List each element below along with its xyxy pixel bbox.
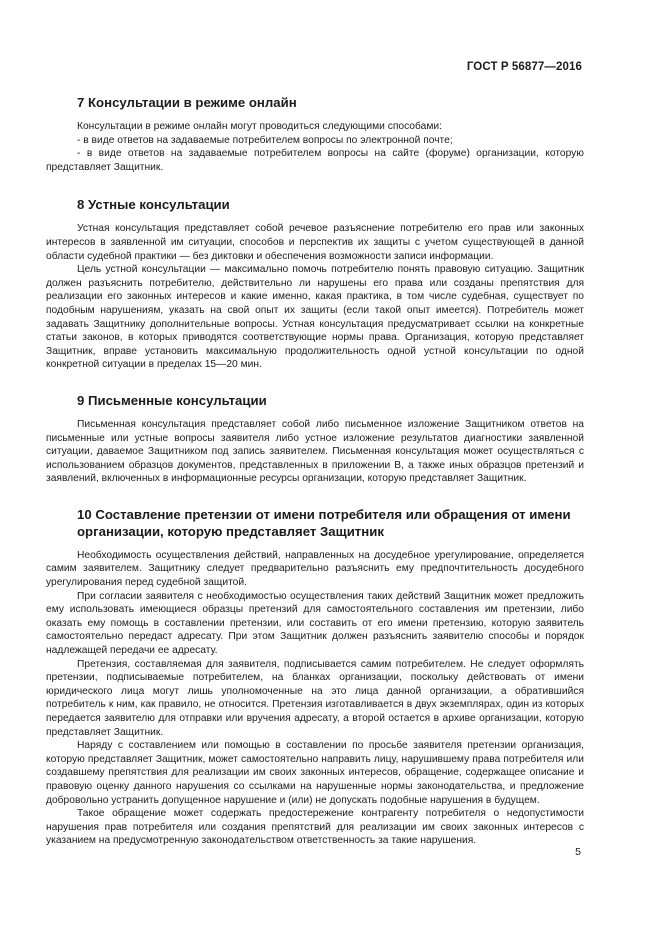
paragraph: Наряду с составлением или помощью в составлении по просьбе заявителя претензии организация, которую представляет Защитник, может самостоятельно направить лицу, нарушившему права потребителя или создавшему препятствия для реализации им своих законных интересов, обращение, содержащее описание и правовую оценку данного нарушения со ссылками на нарушенные нормы законодательства, и предложение добровольно устранить допущенное нарушение и (или) не допускать подобные нарушения в будущем.	[46, 740, 584, 806]
section-title: 10 Составление претензии от имени потребителя или обращения от имени организации, которую представляет Защитник	[77, 506, 571, 539]
paragraph: Письменная консультация представляет собой либо письменное изложение Защитником ответов на письменные или устные вопросы заявителя либо устное изложение результатов диагностики заявленной ситуации, даваемое Защитником под запись заявителем. Письменная консультация может осуществляться с использованием образцов документов, представленных в приложении В, а также иных образцов претензий и заявлений, включенных в информационные ресурсы организации, которую представляет Защитник.	[46, 418, 584, 485]
document-body	[46, 88, 584, 865]
section-title: 9 Письменные консультации	[77, 392, 267, 408]
paragraph: Необходимость осуществления действий, направленных на досудебное урегулирование, определяется самим заявителем. Защитнику следует предварительно разъяснить ему предпочтительность досудебного урегулирования перед судебной защитой.	[46, 549, 584, 589]
list-item: - в виде ответов на задаваемые потребителем вопросы на сайте (форуме) организации, которую представляет Защитник.	[46, 148, 584, 173]
section-10	[46, 506, 584, 848]
paragraph: Претензия, составляемая для заявителя, подписывается самим потребителем. Не следует оформлять претензии, подписываемые потребителем, на бланках организации, поскольку действовать от имени юридического лица могут лишь уполномоченные на это лица данной организации, а обратившийся потребитель к ним, как правило, не относится. Претензия изготавливается в двух экземплярах, один из которых передается заявителю для отправки или вручения адресату, а второй остается в архиве организации, которую представляет Защитник.	[46, 658, 584, 738]
paragraph: Цель устной консультации — максимально помочь потребителю понять правовую ситуацию. Защитник должен разъяснить потребителю, действительно ли нарушены его права или созданы препятствия для реализации его законных интересов и какие именно, какая практика, в том числе судебная, существует по подобным нарушениям, указать на свой опыт их защиты (если такой опыт имеется). Потребитель может задавать Защитнику дополнительные вопросы. Устная консультация предусматривает ссылки на конкретные статьи законов, в которых приводятся соответствующие нормы права. Организация, которую представляет Защитник, вправе установить максимальную продолжительность одной устной консультации по одной конкретной ситуации в пределах 15—20 мин.	[46, 264, 584, 371]
page-number: 5	[575, 846, 581, 858]
list-item: - в виде ответов на задаваемые потребителем вопросы по электронной почте;	[77, 134, 453, 146]
paragraph: Такое обращение может содержать предостережение контрагенту потребителя о недопустимости нарушения прав потребителя или создания препятствий для реализации им своих законных интересов с указанием на предусмотренную законодательством ответственность за такие нарушения.	[46, 808, 584, 847]
paragraph: При согласии заявителя с необходимостью осуществления таких действий Защитник может предложить ему использовать имеющиеся образцы претензий для самостоятельного составления им претензии, либо оказать ему помощь в составлении претензии, или составить от его имени претензию, которую заявитель самостоятельно передаст адресату. При этом Защитник должен разъяснить заявителю способы и порядок надлежащей передачи ее адресату.	[46, 590, 584, 657]
section-9	[46, 392, 584, 486]
paragraph: Устная консультация представляет собой речевое разъяснение потребителю его прав или законных интересов в заявленной им ситуации, способов и перспектив их защиты с учетом существующей в данной области судебной практики — без диктовки и обеспечения возможности записи информации.	[46, 223, 584, 262]
section-title: 8 Устные консультации	[77, 197, 230, 213]
section-8	[46, 196, 584, 372]
section-title: 7 Консультации в режиме онлайн	[77, 95, 297, 110]
document-code: ГОСТ Р 56877—2016	[466, 61, 582, 73]
section-7	[46, 94, 584, 174]
paragraph: Консультации в режиме онлайн могут проводиться следующими способами:	[77, 121, 442, 132]
